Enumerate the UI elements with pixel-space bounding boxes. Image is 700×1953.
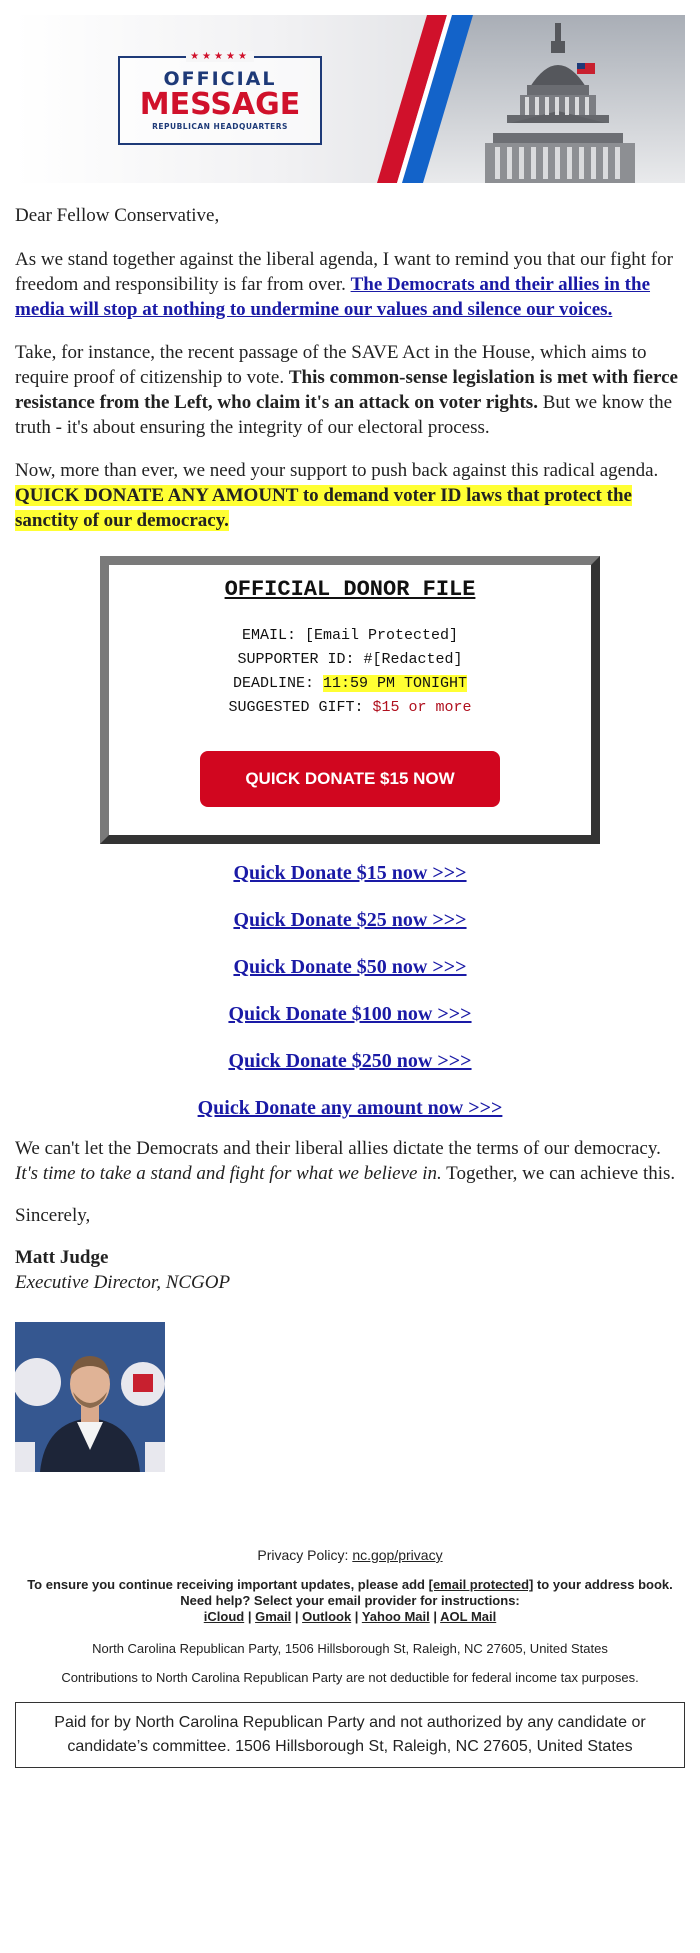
provider-separator: | xyxy=(351,1609,362,1624)
donor-gift-value: $15 or more xyxy=(372,699,472,716)
provider-separator: | xyxy=(291,1609,303,1624)
provider-separator: | xyxy=(244,1609,256,1624)
provider-outlook-link[interactable]: Outlook xyxy=(302,1609,352,1624)
donate-link-250[interactable]: Quick Donate $250 now >>> xyxy=(228,1050,472,1072)
closing-text-1: We can't let the Democrats and their liberal allies dictate the terms of our democracy. xyxy=(15,1138,661,1159)
official-donor-file xyxy=(100,556,600,844)
donate-link-50[interactable]: Quick Donate $50 now >>> xyxy=(233,956,467,978)
logo-line-message: MESSAGE xyxy=(139,87,301,122)
privacy-link[interactable]: nc.gop/privacy xyxy=(352,1547,443,1563)
donate-link-15[interactable]: Quick Donate $15 now >>> xyxy=(233,862,467,884)
donor-deadline-label: DEADLINE: xyxy=(232,675,323,692)
paragraph-3 xyxy=(15,458,685,533)
donor-file-title: OFFICIAL DONOR FILE xyxy=(224,577,476,602)
paid-for-disclaimer-box: Paid for by North Carolina Republican Party and not authorized by any candidate or candidate’s committee. 1506 Hillsborough St, Raleigh, NC 27605, United States xyxy=(15,1702,685,1768)
closing-paragraph xyxy=(15,1136,685,1186)
closing-text-2: Together, we can achieve this. xyxy=(441,1163,676,1184)
quick-donate-15-button[interactable]: QUICK DONATE $15 NOW xyxy=(200,751,500,807)
logo-line-official: OFFICIAL xyxy=(163,68,277,90)
quick-donate-highlight: QUICK DONATE ANY AMOUNT to demand voter ID laws that protect the sanctity of our democracy. xyxy=(15,485,632,531)
greeting: Dear Fellow Conservative, xyxy=(15,205,220,226)
safe-sender-text-2: to your address book. Need help? Select your email provider for instructions: xyxy=(180,1577,673,1608)
donor-gift-label: SUGGESTED GIFT: xyxy=(228,699,373,716)
donate-link-25[interactable]: Quick Donate $25 now >>> xyxy=(233,909,467,931)
footer xyxy=(15,1547,685,1768)
democrats-allies-link[interactable]: The Democrats and their allies in the media will stop at nothing to undermine our values and silence our voices. xyxy=(15,274,651,320)
logo-stars: ★★★★★ xyxy=(186,51,254,62)
privacy-policy xyxy=(15,1547,685,1563)
donor-email-value: [Email Protected] xyxy=(304,627,459,644)
donor-supporter-label: SUPPORTER ID: xyxy=(237,651,364,668)
contributions-disclaimer: Contributions to North Carolina Republican Party are not deductible for federal income tax purposes. xyxy=(61,1670,639,1685)
paragraph-3-text: Now, more than ever, we need your support to push back against this radical agenda. xyxy=(15,460,659,481)
donor-file-rows xyxy=(109,624,591,720)
donor-deadline-value: 11:59 PM TONIGHT xyxy=(322,675,468,692)
official-message-logo xyxy=(118,51,322,145)
logo-line-hq: REPUBLICAN HEADQUARTERS xyxy=(152,122,288,131)
donate-link-100[interactable]: Quick Donate $100 now >>> xyxy=(228,1003,472,1025)
header-banner xyxy=(15,15,685,183)
privacy-label: Privacy Policy: xyxy=(257,1547,353,1563)
provider-aol-link[interactable]: AOL Mail xyxy=(440,1609,497,1624)
provider-icloud-link[interactable]: iCloud xyxy=(203,1609,245,1624)
donor-supporter-row xyxy=(109,648,591,672)
paragraph-2-bold: This common-sense legislation is met with fierce resistance from the Left, who claim it's an attack on voter rights. xyxy=(15,367,678,413)
provider-gmail-link[interactable]: Gmail xyxy=(255,1609,292,1624)
paragraph-1-text: As we stand together against the liberal agenda, I want to remind you that our fight for freedom and responsibility is far from over. xyxy=(15,249,673,295)
donor-supporter-value: #[Redacted] xyxy=(363,651,463,668)
donate-link-any[interactable]: Quick Donate any amount now >>> xyxy=(197,1097,503,1119)
capitol-banner-graphic xyxy=(15,15,685,183)
donor-email-label: EMAIL: xyxy=(241,627,305,644)
signer-photo xyxy=(15,1322,165,1472)
provider-separator: | xyxy=(429,1609,441,1624)
donate-links xyxy=(15,860,685,1121)
provider-yahoo-link[interactable]: Yahoo Mail xyxy=(361,1609,430,1624)
paragraph-1 xyxy=(15,247,685,322)
donor-email-row xyxy=(109,624,591,648)
signer-title: Executive Director, NCGOP xyxy=(15,1272,231,1293)
safe-sender-notice xyxy=(15,1577,685,1625)
safe-sender-email-link[interactable]: [email protected] xyxy=(428,1577,534,1592)
closing-italic: It's time to take a stand and fight for what we believe in. xyxy=(15,1163,442,1184)
party-address: North Carolina Republican Party, 1506 Hillsborough St, Raleigh, NC 27605, United States xyxy=(92,1641,608,1656)
signer-portrait-image xyxy=(15,1322,165,1472)
email-body xyxy=(15,15,685,1768)
paragraph-2-text-2: But we know the truth - it's about ensuring the integrity of our electoral process. xyxy=(15,392,673,438)
donor-gift-row xyxy=(109,696,591,720)
signer-name: Matt Judge xyxy=(15,1247,109,1268)
paragraph-2-text-1: Take, for instance, the recent passage of the SAVE Act in the House, which aims to require proof of citizenship to vote. xyxy=(15,342,647,388)
donor-deadline-row xyxy=(109,672,591,696)
safe-sender-text-1: To ensure you continue receiving important updates, please add xyxy=(27,1577,429,1592)
paragraph-2 xyxy=(15,340,685,440)
sign-off: Sincerely, xyxy=(15,1205,91,1226)
